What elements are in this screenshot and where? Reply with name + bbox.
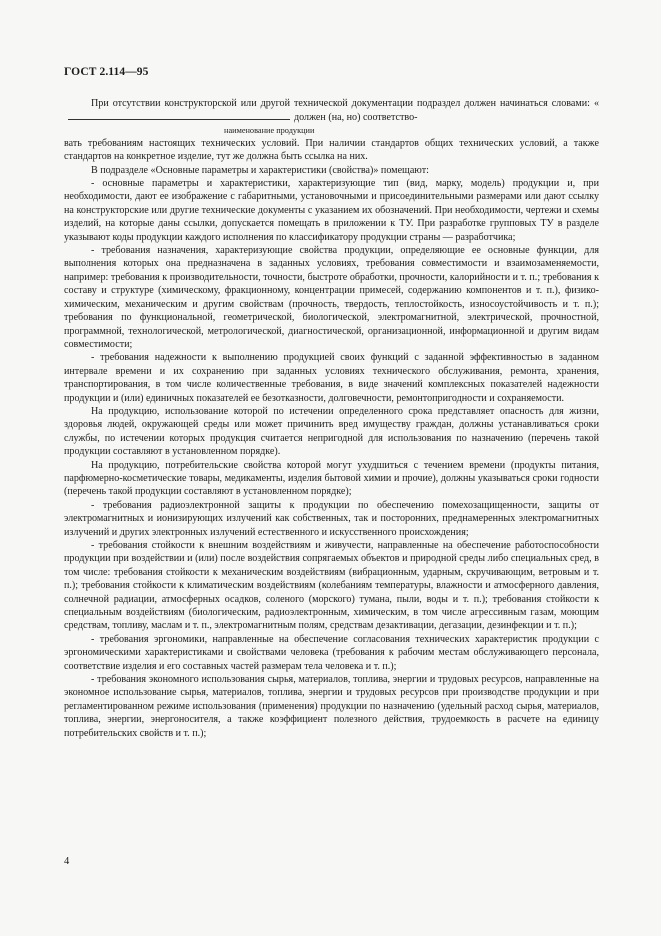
paragraph-economy: - требования экономного использования сырья, материалов, топлива, энергии и трудовых ресурсов, направленные на экономное использование сырья, материалов, топлива, энергии и трудовых ресурсов при производстве продукции и при регламентированном режиме использования (применения) продукции по назначению (удельный расход сырья, материалов, топлива, энергии, энергоносителя, а также коэффициент полезного действия, трудоемкость в расчете на единицу потребительских свойств и т. п.); [64, 674, 599, 739]
paragraph-section-intro: В подразделе «Основные параметры и характеристики (свойства)» помещают: [91, 164, 429, 176]
paragraph-shelf-life: На продукцию, потребительские свойства которой могут ухудшиться с течением времени (продукты питания, парфюмерно-косметические товары, медикаменты, изделия бытовой химии и прочие), должны указываться сроки годности (перечень такой продукции составляют в установленном порядке); [64, 459, 599, 498]
paragraph-radio-protection: - требования радиоэлектронной защиты к продукции по обеспечению помехозащищенности, защиты от электромагнитных и ионизирующих излучений как собственных, так и посторонних, преднамеренных электромагнитных излучений и других электронных излучений естественного и искусственного происхождения; [64, 499, 599, 538]
paragraph-intro-continued: вать требованиям настоящих технических условий. При наличии стандартов общих технических условий, а также стандартов на конкретное изделие, тут же должна быть ссылка на них. [64, 137, 599, 163]
paragraph-intro-end: должен (на, но) соответство- [294, 112, 418, 124]
paragraph-basic-parameters: - основные параметры и характеристики, характеризующие тип (вид, марку, модель) продукции и, при необходимости, дают ее изображение с габаритными, установочными и присоединительными размерами или дают ссылку на конструкторские или другие технические документы с указанием их обозначений. При необходимости, чертежи и схемы изделий, на которые даны ссылки, допускается помещать в приложении к ТУ. При разработке групповых ТУ в разделе указывают коды продукции каждого исполнения по классификатору продукции страны — разработчика; [64, 178, 599, 243]
document-body [64, 97, 599, 740]
paragraph-reliability: - требования надежности к выполнению продукцией своих функций с заданной эффективностью в заданном интервале времени и их сохранению при заданных условиях технического обслуживания, ремонта, хранения, транспортирования, в том числе количественные требования, в виде значений комплексных показателей надежности продукции и (или) единичных показателей ее безотказности, долговечности, ремонтопригодности и сохраняемости. [64, 352, 599, 404]
page-number: 4 [64, 856, 70, 867]
paragraph-intro [64, 97, 599, 125]
paragraph-purpose-requirements: - требования назначения, характеризующие свойства продукции, определяющие ее основные функции, для выполнения которых она предназначена в заданных условиях, требования совместимости и взаимозаменяемости, например: требования к производительности, точности, быстроте обработки, прочности, калорийности и т. п.; требования к составу и структуре (химическому, фракционному, концентрации примесей, содержанию компонентов и т. п.), физико-химическим, механическим и другим свойствам (прочность, твердость, теплостойкость, износоустойчивость и т. п.); требования по функциональной, геометрической, биологической, электромагнитной, электрической, прочностной, программной, технологической, метрологической, диагностической, организационной, информационной и другим видам совместимости; [64, 245, 599, 350]
paragraph-intro-start: При отсутствии конструкторской или другой технической документации подраздел должен начинаться словами: « [91, 98, 599, 109]
paragraph-service-life: На продукцию, использование которой по истечении определенного срока представляет опасность для жизни, здоровья людей, окружающей среды или может причинить вред имуществу граждан, должны устанавливаться сроки службы, по истечении которых продукция считается непригодной для использования по назначению (перечень такой продукции составляют в установленном порядке). [64, 405, 599, 458]
document-header: ГОСТ 2.114—95 [64, 66, 149, 78]
paragraph-resistance: - требования стойкости к внешним воздействиям и живучести, направленные на обеспечение работоспособности продукции при воздействии и (или) после воздействия сопрягаемых объектов и природной среды либо специальных сред, в том числе: требования стойкости к механическим воздействиям (вибрационным, ударным, скручивающим, ветровым и т. п.); требования стойкости к климатическим воздействиям (колебаниям температуры, влажности и атмосферного давления, солнечной радиации, атмосферных осадков, соленого (морского) тумана, пыли, воды и т. п.); требования стойкости к специальным воздействиям (биологическим, радиоэлектронным, химическим, в том числе агрессивным газам, моющим средствам, топливу, маслам и т. п., электромагнитным полям, средствам дезактивации, дегазации, дезинфекции и т. п.); [64, 540, 599, 632]
blank-caption: наименование продукции [224, 125, 315, 135]
paragraph-ergonomics: - требования эргономики, направленные на обеспечение согласования технических характеристик продукции с эргономическими характеристиками и свойствами человека (требования к рабочим местам обслуживающего персонала, соответствие изделия и его составных частей размерам тела человека и т. п.); [64, 633, 599, 672]
product-name-blank [68, 110, 290, 120]
